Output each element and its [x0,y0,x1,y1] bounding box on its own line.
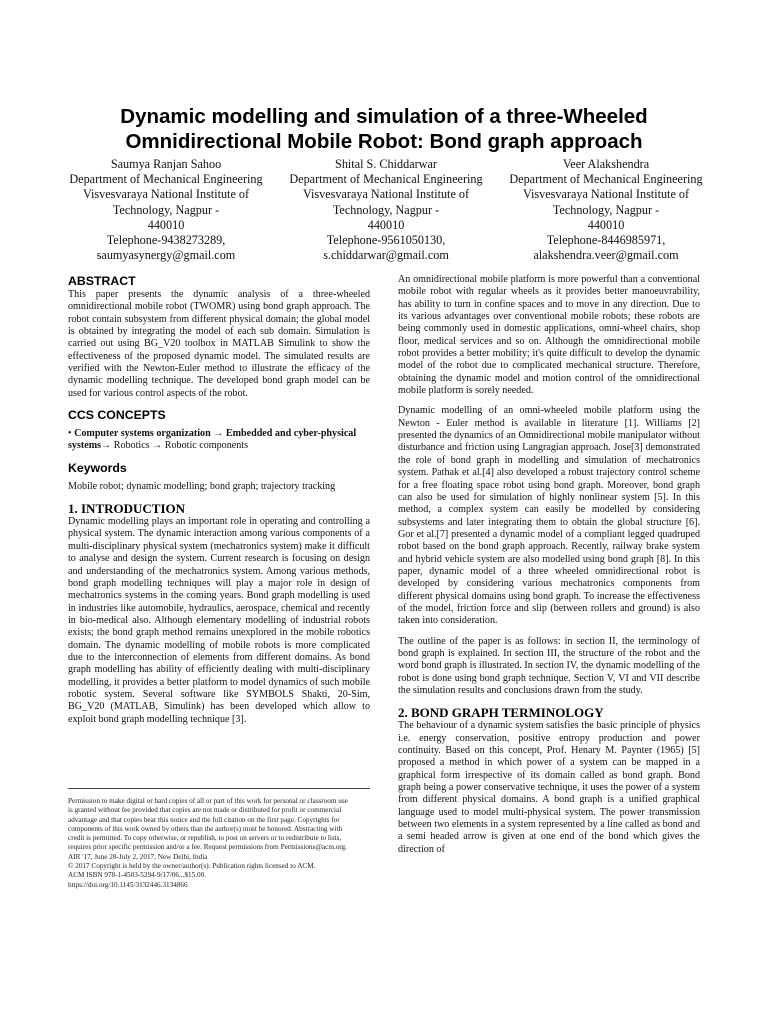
left-column [68,274,370,726]
right-column [398,274,700,856]
ccs-concepts-text [68,428,370,453]
title-line-1: Dynamic modelling and simulation of a three-Wheeled [120,105,648,128]
author-institute: Visvesvaraya National Institute of [82,187,250,202]
author-institute: Visvesvaraya National Institute of [522,187,690,202]
copyright-line: Permission to make digital or hard copies of all or part of this work for personal or classroom use [68,797,348,805]
keywords-text: Mobile robot; dynamic modelling; bond graph; trajectory tracking [68,480,336,492]
body-paragraph: Dynamic modelling of an omni-wheeled mobile platform using the Newton - Euler method is available in literature [1]. Williams [2] presented the dynamics of an Omnidirectional mobile manipulator without disturbance and friction using Langragian approach. Jose[3] demonstrated the role of bond graph in modelling and simulation of mechatronics system. Pathak et al.[4] also developed a robust trajectory control scheme for a free floating space robot using bond graph. Moreover, bond graph can also be used for simulation of highly nonlinear system [5]. In this method, a complex system can easily be modelled by considering subsystems and later integrating them to obtain the global structure [6]. Gor et al.[7] presented a dynamic model of a compliant legged quadruped robot based on the bond graph approach. Recently, railway brake system and hybrid vehicle system are also modelled using bond graph [8]. In this paper, dynamic model of a three wheeled omnidirectional robot is developed by considering various mechatronics components from different physical domains using bond graph. To increase the effectiveness of the model, friction force and slip (between rollers and ground) is also taken into consideration. [398,405,700,627]
author-pin: 440010 [367,217,405,232]
ccs-arrow-1: → [101,440,112,452]
introduction-text: Dynamic modelling plays an important role in operating and controlling a physical system. The dynamic interaction among various components of a multi-disciplinary physical system (mechatronics system) make it difficult to analyse and design the system. Current research is focusing on design and understanding of the mechatronics system. Among various methods, bond graph modelling techniques will play a major role in design of mechatronics systems in the coming years. Bond graph modelling is used in industries like automobile, hydraulics, aerospace, chemical and recently in bio-medical also. Although elementary modelling of industrial robots exists; the bond graph method remains unexplored in the mobile robotics domain. The dynamic modelling of mobile robots is more complicated due to the interconnection of elements from different domains. As bond graph modelling has ability of efficiently dealing with multi-disciplinary modelling, it provides a better platform to model dynamics of such mobile robotic system. Several software like SYMBOLS Shakti, 20-Sim, BG_V20 (MATLAB, Simulink) has been developed which allow to exploit bond graph modelling technique [3]. [68,516,370,725]
ccs-item-robotic-components: Robotic components [164,440,249,452]
ccs-arrow-2: → [152,440,163,452]
author-phone: Telephone-9438273289, [106,233,226,248]
copyright-line: credit is permitted. To copy otherwise, or republish, to post on servers or to redistribute to lists, [68,834,342,843]
author-place: Technology, Nagpur - [112,202,220,217]
ccs-bold-concept: Computer systems organization → Embedded and cyber-physical systems [68,428,357,452]
copyright-line: is granted without fee provided that copies are not made or distributed for profit or commercial [68,806,342,815]
author-3 [506,157,706,263]
author-phone: Telephone-9561050130, [326,233,446,248]
author-department: Department of Mechanical Engineering [509,172,703,187]
copyright-line: © 2017 Copyright is held by the owner/author(s). Publication rights licensed to ACM. [68,862,316,871]
section-2-heading: 2. BOND GRAPH TERMINOLOGY [398,705,604,721]
author-department: Department of Mechanical Engineering [289,172,483,187]
author-place: Technology, Nagpur - [552,202,660,217]
author-email: saumyasynergy@gmail.com [96,248,236,263]
author-institute: Visvesvaraya National Institute of [302,187,470,202]
author-1 [66,157,266,263]
author-name: Saumya Ranjan Sahoo [110,157,222,171]
copyright-line: components of this work owned by others than the author(s) must be honored. Abstracting with [68,824,343,833]
ccs-bullet: • [68,428,72,440]
author-pin: 440010 [147,217,185,232]
author-2 [286,157,486,263]
ccs-item-robotics: Robotics [113,440,150,452]
copyright-line: https://doi.org/10.1145/3132446.3134866 [68,880,188,889]
introduction-heading: 1. INTRODUCTION [68,501,186,517]
author-phone: Telephone-8446985971, [546,233,666,248]
copyright-line: advantage and that copies bear this notice and the full citation on the first page. Copyrights for [68,815,340,824]
ccs-heading: CCS CONCEPTS [68,408,166,423]
author-name: Shital S. Chiddarwar [335,157,437,171]
author-block [66,157,706,263]
author-name: Veer Alakshendra [562,157,650,171]
author-pin: 440010 [587,217,625,232]
copyright-line: ACM ISBN 978-1-4503-5294-9/17/06...$15.00. [68,871,206,880]
author-department: Department of Mechanical Engineering [69,172,263,187]
copyright-notice [68,788,370,890]
author-email: alakshendra.veer@gmail.com [533,248,679,263]
copyright-line: requires prior specific permission and/or a fee. Request permissions from Permissions@acm.org. [68,843,347,852]
body-paragraph: The behaviour of a dynamic system satisfies the basic principle of physics i.e. energy conservation, positive entropy production and power continuity. Based on this concept, Prof. Henary M. Paynter (1965) [5] proposed a method in which power of a system can be mapped in a graphical form irrespective of its domain called as bond graph. Bond graph being a power conservative technique, it uses the power of a system from different physical domains. A bond graph is a unified graphical language used to model multi-physical system. The power transmission between two elements in a system represented by a line called as bond and a semi headed arrow is given at one end of the bond which gives the direction of [398,720,700,855]
author-place: Technology, Nagpur - [332,202,440,217]
title-line-2: Omnidirectional Mobile Robot: Bond graph approach [125,130,643,153]
keywords-heading: Keywords [68,460,127,475]
abstract-text: This paper presents the dynamic analysis of a three-wheeled omnidirectional mobile robot (TWOMR) using bond graph approach. The robot contain subsystem from different physical domain; the global model is obtained by integrating the model of each sub domain. Simulation is carried out using BG_V20 toolbox in MATLAB Simulink to show the effectiveness of the proposed dynamic model. The simulated results are verified with the Newton-Euler method to illustrate the efficacy of the dynamic modelling technique. The developed bond graph model can be used for various control aspects of the robot. [68,289,370,399]
abstract-heading: ABSTRACT [68,274,136,288]
body-paragraph: The outline of the paper is as follows: in section II, the terminology of bond graph is explained. In section III, the structure of the robot and the word bond graph is illustrated. In section IV, the dynamic modelling of the robot is done using bond graph technique. Section V, VI and VII describe the simulation results and conclusions drawn from the study. [398,635,700,696]
paper-title [40,104,728,154]
body-paragraph: An omnidirectional mobile platform is more powerful than a conventional mobile robot with regular wheels as it provides better manoeuvrability, has ability to turn in confine spaces and to move in any direction. Due to its various advantages over conventional mobile robots; these robots are being commonly used in domestic applications, omni-wheel chairs, shop floor, medical services and so on. Although the omnidirectional mobile robot provides a better mobility; it's quite difficult to develop the dynamic model of the robot due to complicated mechanical structure. Therefore, obtaining the dynamic model and motion control of the omnidirectional mobile platform is sorely needed. [398,274,700,397]
author-email: s.chiddarwar@gmail.com [323,248,449,263]
copyright-line: AIR '17, June 28-July 2, 2017, New Delhi, India [68,852,208,861]
